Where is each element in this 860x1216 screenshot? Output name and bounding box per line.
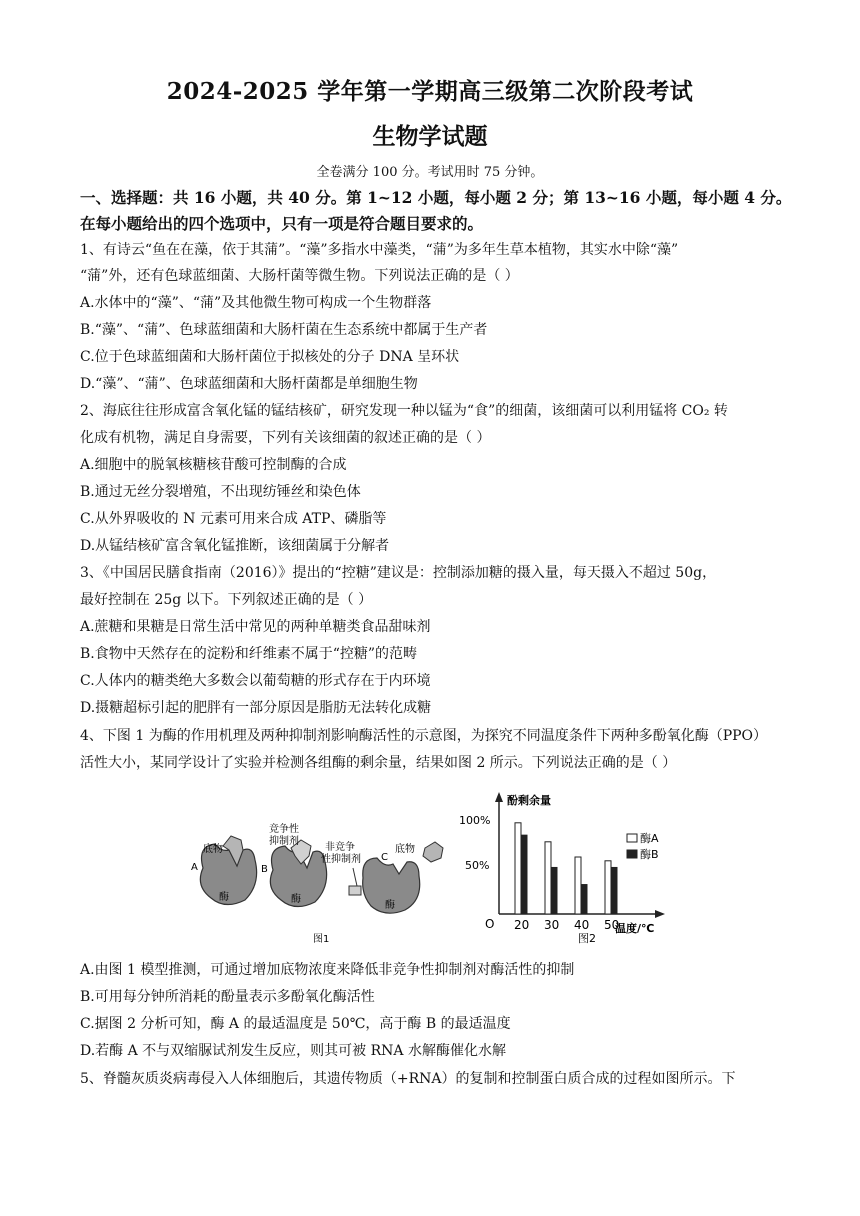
exam-subtitle: 生物学试题 — [372, 123, 488, 150]
legend-swatch-b — [627, 850, 637, 858]
noncomp-inhibitor-shape — [349, 886, 361, 895]
bar-b-40 — [581, 885, 587, 914]
legend-label-b: 酶B — [640, 848, 659, 861]
ytick-50: 50% — [465, 859, 490, 872]
q1-option-b: B.“藻”、“蒲”、色球蓝细菌和大肠杆菌在生态系统中都属于生产者 — [80, 322, 488, 338]
q4-option-d: D.若酶 A 不与双缩脲试剂发生反应，则其可被 RNA 水解酶催化水解 — [80, 1043, 506, 1059]
bars-group — [515, 823, 617, 914]
fig1-enzyme-b: 酶 — [291, 894, 301, 905]
section-heading-line2: 在每小题给出的四个选项中，只有一项是符合题目要求的。 — [80, 214, 484, 233]
q2-option-b: B.通过无丝分裂增殖，不出现纺锤丝和染色体 — [80, 484, 361, 500]
exam-note: 全卷满分 100 分。考试用时 75 分钟。 — [316, 165, 544, 180]
q4-stem-line1: 4、下图 1 为酶的作用机理及两种抑制剂影响酶活性的示意图，为探究不同温度条件下两种多酚氧化酶（PPO） — [80, 728, 768, 744]
fig1-label-b: B — [261, 864, 268, 875]
section-heading-line1: 一、选择题：共 16 小题，共 40 分。第 1~12 小题，每小题 2 分；第 13~16 小题，每小题 4 分。 — [80, 188, 792, 207]
fig2-caption: 图2 — [578, 932, 596, 945]
q2-option-d: D.从锰结核矿富含氧化锰推断，该细菌属于分解者 — [80, 538, 390, 554]
q3-option-d: D.摄糖超标引起的肥胖有一部分原因是脂肪无法转化成糖 — [80, 700, 432, 716]
q4-option-c: C.据图 2 分析可知，酶 A 的最适温度是 50℃，高于酶 B 的最适温度 — [80, 1016, 511, 1032]
xticks-group — [514, 918, 619, 932]
q1-option-c: C.位于色球蓝细菌和大肠杆菌位于拟核处的分子 DNA 呈环状 — [80, 349, 460, 365]
q3-option-a: A.蔗糖和果糖是日常生活中常见的两种单糖类食品甜味剂 — [80, 619, 431, 635]
q3-stem-line2: 最好控制在 25g 以下。下列叙述正确的是（ ） — [80, 592, 373, 608]
xtick-50: 50 — [604, 918, 620, 932]
figure1 — [191, 822, 443, 945]
x-axis-arrow — [655, 910, 665, 918]
q3-option-b: B.食物中天然存在的淀粉和纤维素不属于“控糖”的范畴 — [80, 646, 418, 662]
legend-label-a: 酶A — [640, 832, 659, 845]
q4-option-b: B.可用每分钟所消耗的酚量表示多酚氧化酶活性 — [80, 989, 375, 1005]
q3-stem-line1: 3、《中国居民膳食指南（2016）》提出的“控糖”建议是：控制添加糖的摄入量，每天摄入不超过 50g， — [80, 565, 717, 581]
fig1-competitive: 竞争性 — [269, 824, 299, 835]
y-axis-label: 酚剩余量 — [507, 794, 551, 807]
q1-stem-line2: “蒲”外，还有色球蓝细菌、大肠杆菌等微生物。下列说法正确的是（ ） — [80, 268, 519, 284]
q2-option-a: A.细胞中的脱氧核糖核苷酸可控制酶的合成 — [80, 457, 347, 473]
figure-area — [185, 788, 685, 948]
q3-option-c: C.人体内的糖类绝大多数会以葡萄糖的形式存在于内环境 — [80, 673, 431, 689]
fig1-enzyme-a: 酶 — [219, 892, 229, 903]
fig1-caption: 图1 — [313, 934, 330, 945]
fig1-noncomp-2: 性抑制剂 — [321, 854, 361, 865]
bar-a-20 — [515, 823, 521, 914]
fig1-label-c: C — [381, 852, 388, 863]
xtick-20: 20 — [514, 918, 530, 932]
y-axis-arrow — [495, 792, 503, 802]
q4-option-a: A.由图 1 模型推测，可通过增加底物浓度来降低非竞争性抑制剂对酶活性的抑制 — [80, 962, 575, 978]
fig1-substrate-c: 底物 — [395, 844, 415, 855]
xtick-40: 40 — [574, 918, 590, 932]
xtick-30: 30 — [544, 918, 560, 932]
bar-a-30 — [545, 842, 551, 914]
bar-b-30 — [551, 867, 557, 914]
bar-b-20 — [521, 835, 527, 914]
q2-stem-line2: 化成有机物，满足自身需要，下列有关该细菌的叙述正确的是（ ） — [80, 430, 491, 446]
substrate-c-shape — [423, 842, 443, 862]
fig1-label-a: A — [191, 862, 198, 873]
legend-swatch-a — [627, 834, 637, 842]
arrow-noncomp — [353, 868, 357, 886]
q4-stem-line2: 活性大小，某同学设计了实验并检测各组酶的剩余量，结果如图 2 所示。下列说法正确的是（ ） — [80, 755, 677, 771]
ytick-100: 100% — [459, 814, 491, 827]
bar-b-50 — [611, 867, 617, 914]
fig1-substrate-a: 底物 — [203, 844, 223, 855]
figure2-chart — [459, 792, 665, 945]
fig1-enzyme-c: 酶 — [385, 900, 395, 911]
figures-svg — [185, 788, 685, 948]
q1-stem-line1: 1、有诗云“鱼在在藻，依于其蒲”。“藻”多指水中藻类，“蒲”为多年生草本植物，其实水中除“藻” — [80, 242, 679, 258]
fig1-inhibitor: 抑制剂 — [269, 836, 299, 847]
q2-option-c: C.从外界吸收的 N 元素可用来合成 ATP、磷脂等 — [80, 511, 387, 527]
q5-stem-line1: 5、脊髓灰质炎病毒侵入人体细胞后，其遗传物质（+RNA）的复制和控制蛋白质合成的过程如图所示。下 — [80, 1071, 736, 1087]
q2-stem-line1: 2、海底往往形成富含氧化锰的锰结核矿，研究发现一种以锰为“食”的细菌，该细菌可以利用锰将 CO₂ 转 — [80, 403, 728, 419]
exam-title: 2024-2025 学年第一学期高三级第二次阶段考试 — [166, 78, 694, 105]
q1-option-a: A.水体中的“藻”、“蒲”及其他微生物可构成一个生物群落 — [80, 295, 432, 311]
bar-a-40 — [575, 857, 581, 914]
bar-a-50 — [605, 861, 611, 914]
fig1-noncomp-1: 非竞争 — [325, 842, 355, 853]
origin-label: O — [485, 917, 495, 931]
q1-option-d: D.“藻”、“蒲”、色球蓝细菌和大肠杆菌都是单细胞生物 — [80, 376, 418, 392]
x-axis-label: 温度/℃ — [615, 922, 655, 935]
